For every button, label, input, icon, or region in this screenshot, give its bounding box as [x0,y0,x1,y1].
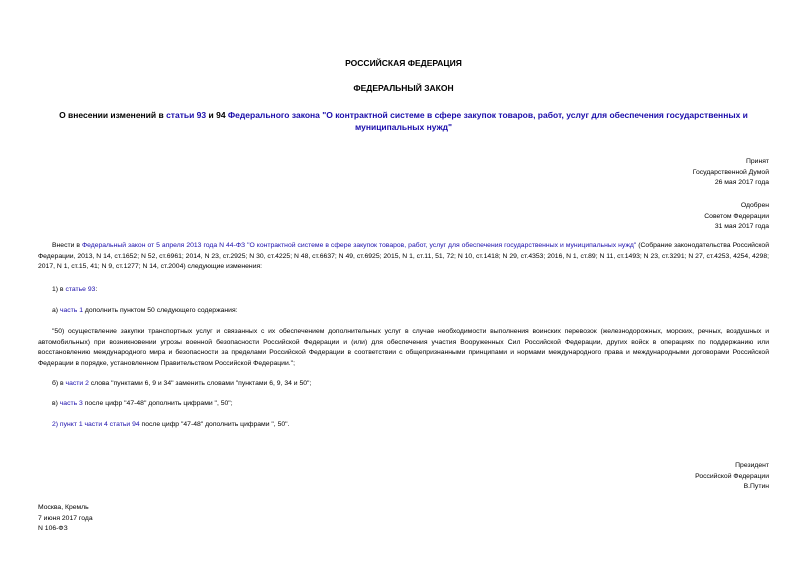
approved-body: Советом Федерации [704,212,769,220]
item-1-suffix: : [95,286,98,293]
approved-block [704,201,769,233]
item-50-paragraph: "50) осуществление закупки транспортных услуг и связанных с их обеспечением дополнительных услуг в случае необходимости выполнения воинских перевозок (железнодорожных, морских, речных, воздушных и автомобильных) при возникновении угрозы военной безопасности Российской Федерации и (или) для обеспечения участия Вооруженных Сил Российской Федерации, других войск в операциях по поддержанию или восстановлению международного мира и безопасности за пределами Российской Федерации в соответствии с общепризнанными принципами и нормами международного права и международными договорами Российской Федерации в порядке, установленном Правительством Российской Федерации."; [38,328,769,367]
item-c-paragraph [38,399,769,410]
item-2-suffix: после цифр "47-48" дополнить цифрами ", 50". [139,421,290,428]
federal-law-link[interactable]: Федерального закона "О контрактной системе в сфере закупок товаров, работ, услуг для обеспечения государственных и муниципальных нужд" [227,110,748,132]
intro-prefix: Внести в [52,242,82,249]
item-a-suffix: дополнить пунктом 50 следующего содержания: [82,307,238,314]
article-94-link[interactable]: 2) пункт 1 части 4 статьи 94 [52,421,140,428]
adopted-label: Принят [745,158,769,165]
item-b-suffix: слова "пунктами 6, 9 и 34" заменить словами "пунктами 6, 9, 34 и 50"; [88,380,312,387]
item-b-prefix: б) в [52,380,66,387]
place-date-block [38,503,93,535]
item-a-paragraph [38,306,769,317]
signature-country: Российской Федерации [695,472,769,480]
law-title [38,109,769,133]
item-a-prefix: а) [52,307,60,314]
title-text-2: и 94 [206,110,228,120]
adopted-block [693,157,769,189]
item-1-paragraph [38,285,769,296]
law-44fz-link[interactable]: Федеральный закон от 5 апреля 2013 года N 44-ФЗ "О контрактной системе в сфере закупок товаров, работ, услуг для обеспечения государственных и муниципальных нужд" [81,242,637,249]
intro-paragraph [38,241,769,273]
item-b-paragraph [38,379,769,390]
part-1-link[interactable]: часть 1 [59,307,83,314]
document-type-heading: ФЕДЕРАЛЬНЫЙ ЗАКОН [353,83,454,93]
title-text-1: О внесении изменений в [59,110,167,120]
item-c-prefix: в) [52,400,60,407]
part-2-link[interactable]: части 2 [65,380,89,387]
item-c-suffix: после цифр "47-48" дополнить цифрами ", 50"; [82,400,233,407]
item-2-paragraph [38,420,769,431]
articles-link[interactable]: статьи 93 [166,110,207,120]
article-93-link[interactable]: статье 93 [65,286,96,293]
place-date: 7 июня 2017 года [38,514,93,522]
approved-label: Одобрен [740,202,769,209]
signature-title: Президент [735,462,769,469]
approved-date: 31 мая 2017 года [714,223,769,230]
adopted-date: 26 мая 2017 года [714,179,769,186]
place-city: Москва, Кремль [38,504,89,511]
part-3-link[interactable]: часть 3 [59,400,83,407]
law-number: N 106-ФЗ [38,525,68,532]
signature-name: В.Путин [743,483,769,490]
country-heading: РОССИЙСКАЯ ФЕДЕРАЦИЯ [345,58,462,68]
item-1-prefix: 1) в [52,286,66,293]
signature-block [695,461,769,493]
intro-suffix: (Собрание законодательства Российской Федерации, 2013, N 14, ст.1652; N 52, ст.6961; 2014, N 23, ст.2925; N 30, ст.4225; N 48, ст.6637; N 49, ст.6925; 2015, N 1, ст.11, 51, 72; N 10, ст.1418; N 29, ст.4353; 2016, N 1, ст.89; N 11, ст.1493; N 23, ст.3291; N 27, ст.4253, 4254, 4298; 2017, N 1, ст.15, 41; N 9, ст.1277; N 14, ст.2004) следующие изменения: [38,242,769,271]
adopted-body: Государственной Думой [692,168,769,176]
